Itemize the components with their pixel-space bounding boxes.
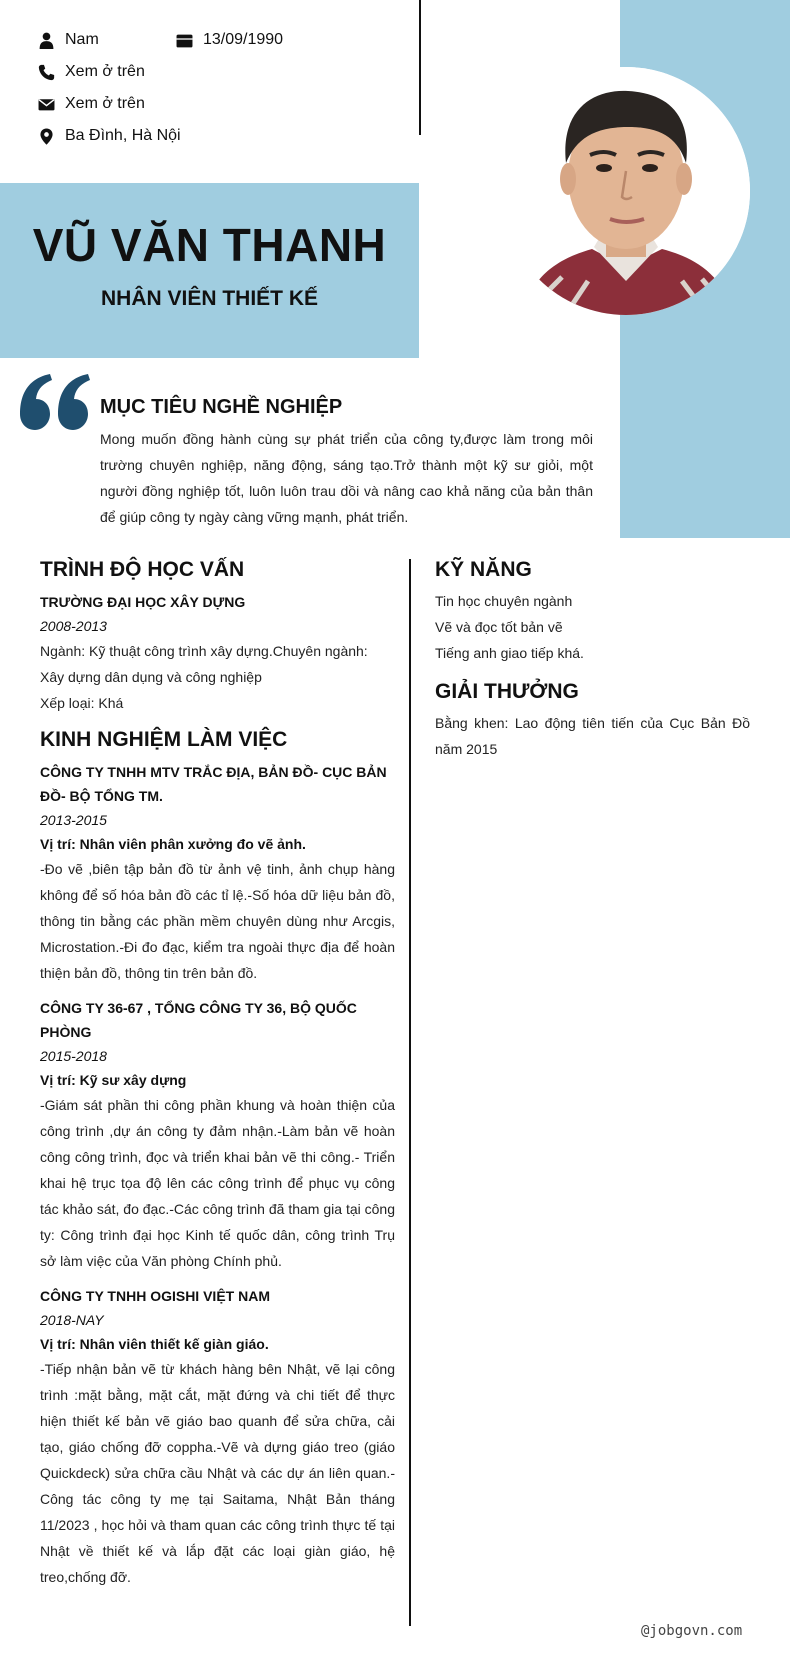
education-grade: Xếp loại: Khá: [40, 695, 124, 711]
gender-text: Nam: [65, 31, 99, 48]
contact-gender: [38, 31, 99, 49]
objective-text: Mong muốn đồng hành cùng sự phát triển của công ty,được làm trong môi trường chuyên nghiệp, năng động, sáng tạo.Trở thành một kỹ sư giỏi, một người đồng nghiệp tốt, luôn luôn trau dồi và nâng cao khả năng của bản thân để giúp công ty ngày càng vững mạnh, phát triển.: [100, 431, 593, 525]
divider-top: [419, 0, 421, 135]
user-icon: [38, 32, 55, 49]
contact-address: [38, 127, 181, 145]
skill-item: Tin học chuyên ngành: [435, 593, 573, 609]
job-period: 2015-2018: [40, 1048, 107, 1064]
job-item: [40, 996, 395, 1274]
job-position: Vị trí: Nhân viên thiết kế giàn giáo.: [40, 1336, 269, 1352]
objective-heading: MỤC TIÊU NGHỀ NGHIỆP: [100, 396, 343, 418]
education-period: 2008-2013: [40, 618, 107, 634]
contact-dob: [176, 31, 283, 49]
person-portrait-image: [502, 67, 750, 315]
watermark: @jobgovn.com: [641, 1623, 743, 1639]
job-company: CÔNG TY 36-67 , TỔNG CÔNG TY 36, BỘ QUỐC PHÒNG: [40, 1000, 357, 1040]
phone-icon: [38, 64, 55, 81]
calendar-icon: [176, 32, 193, 49]
job-item: [40, 1284, 395, 1590]
phone-text: Xem ở trên: [65, 63, 145, 80]
experience-heading: KINH NGHIỆM LÀM VIỆC: [40, 728, 288, 751]
skill-item: Tiếng anh giao tiếp khá.: [435, 645, 584, 661]
contact-phone: [38, 63, 145, 81]
divider-columns: [409, 559, 411, 1626]
job-position: Vị trí: Kỹ sư xây dựng: [40, 1072, 187, 1088]
education-school: TRƯỜNG ĐẠI HỌC XÂY DỰNG: [40, 594, 246, 610]
job-period: 2013-2015: [40, 812, 107, 828]
job-period: 2018-NAY: [40, 1312, 104, 1328]
left-column: [40, 556, 395, 1590]
job-description: -Tiếp nhận bản vẽ từ khách hàng bên Nhật, vẽ lại công trình :mặt bằng, mặt cắt, mặt đứng và chi tiết để thực hiện thiết kế bản vẽ giáo bao quanh để sửa chữa, cải tạo, giáo chống đỡ copphа.-Vẽ và dựng giáo treo (giáo Quickdeck) sửa chữa cầu Nhật và các dự án liên quan.-Công tác công ty mẹ tại Saitama, Nhật Bản tháng 11/2023 , học hỏi và tham quan các công trình thực tế tại Nhật về thiết kế và lắp đặt các loại giàn giáo, hệ treo,chống đỡ.: [40, 1361, 395, 1585]
contact-email: [38, 95, 145, 113]
candidate-name: VŨ VĂN THANH: [32, 219, 387, 271]
job-item: [40, 760, 395, 986]
mail-icon: [38, 96, 55, 113]
education-heading: TRÌNH ĐỘ HỌC VẤN: [40, 558, 245, 581]
award-item: Bằng khen: Lao động tiên tiến của Cục Bản Đồ năm 2015: [435, 715, 750, 757]
address-text: Ba Đình, Hà Nội: [65, 127, 181, 144]
education-major: Ngành: Kỹ thuật công trình xây dựng.Chuyên ngành: Xây dựng dân dụng và công nghiệp: [40, 643, 368, 685]
job-description: -Đo vẽ ,biên tập bản đồ từ ảnh vệ tinh, ảnh chụp hàng không để số hóa bản đồ các tỉ lệ.-Số hóa dữ liệu bản đồ, thông tin bằng các phần mềm chuyên dùng như Arcgis, Microstation.-Đi đo đạc, kiểm tra ngoài thực địa để hoàn thiện bản đồ, thông tin trên bản đồ.: [40, 861, 395, 981]
dob-text: 13/09/1990: [203, 31, 284, 48]
candidate-job-title: NHÂN VIÊN THIẾT KẾ: [100, 287, 318, 310]
location-icon: [38, 128, 55, 145]
quote-icon: [18, 372, 94, 432]
skills-heading: KỸ NĂNG: [435, 558, 532, 581]
right-column: [435, 556, 750, 762]
job-company: CÔNG TY TNHH OGISHI VIỆT NAM: [40, 1288, 270, 1304]
profile-photo: [502, 67, 750, 315]
awards-heading: GIẢI THƯỞNG: [435, 680, 579, 703]
skill-item: Vẽ và đọc tốt bản vẽ: [435, 619, 563, 635]
job-position: Vị trí: Nhân viên phân xưởng đo vẽ ảnh.: [40, 836, 306, 852]
job-description: -Giám sát phần thi công phần khung và hoàn thiện của công trình ,dự án công ty đảm nhận.-Làm bản vẽ hoàn công công trình, đọc và triển khai bản vẽ thi công.- Triển khai hệ trục tọa độ lên các công trình để phục vụ công tác khảo sát, đo đạc.-Các công trình đã tham gia tại công ty: Công trình đại học Kinh tế quốc dân, công trình Trụ sở làm việc của Văn phòng Chính phủ.: [40, 1097, 395, 1269]
job-company: CÔNG TY TNHH MTV TRẮC ĐỊA, BẢN ĐỒ- CỤC BẢN ĐỒ- BỘ TỔNG TM.: [40, 764, 387, 804]
email-text: Xem ở trên: [65, 95, 145, 112]
